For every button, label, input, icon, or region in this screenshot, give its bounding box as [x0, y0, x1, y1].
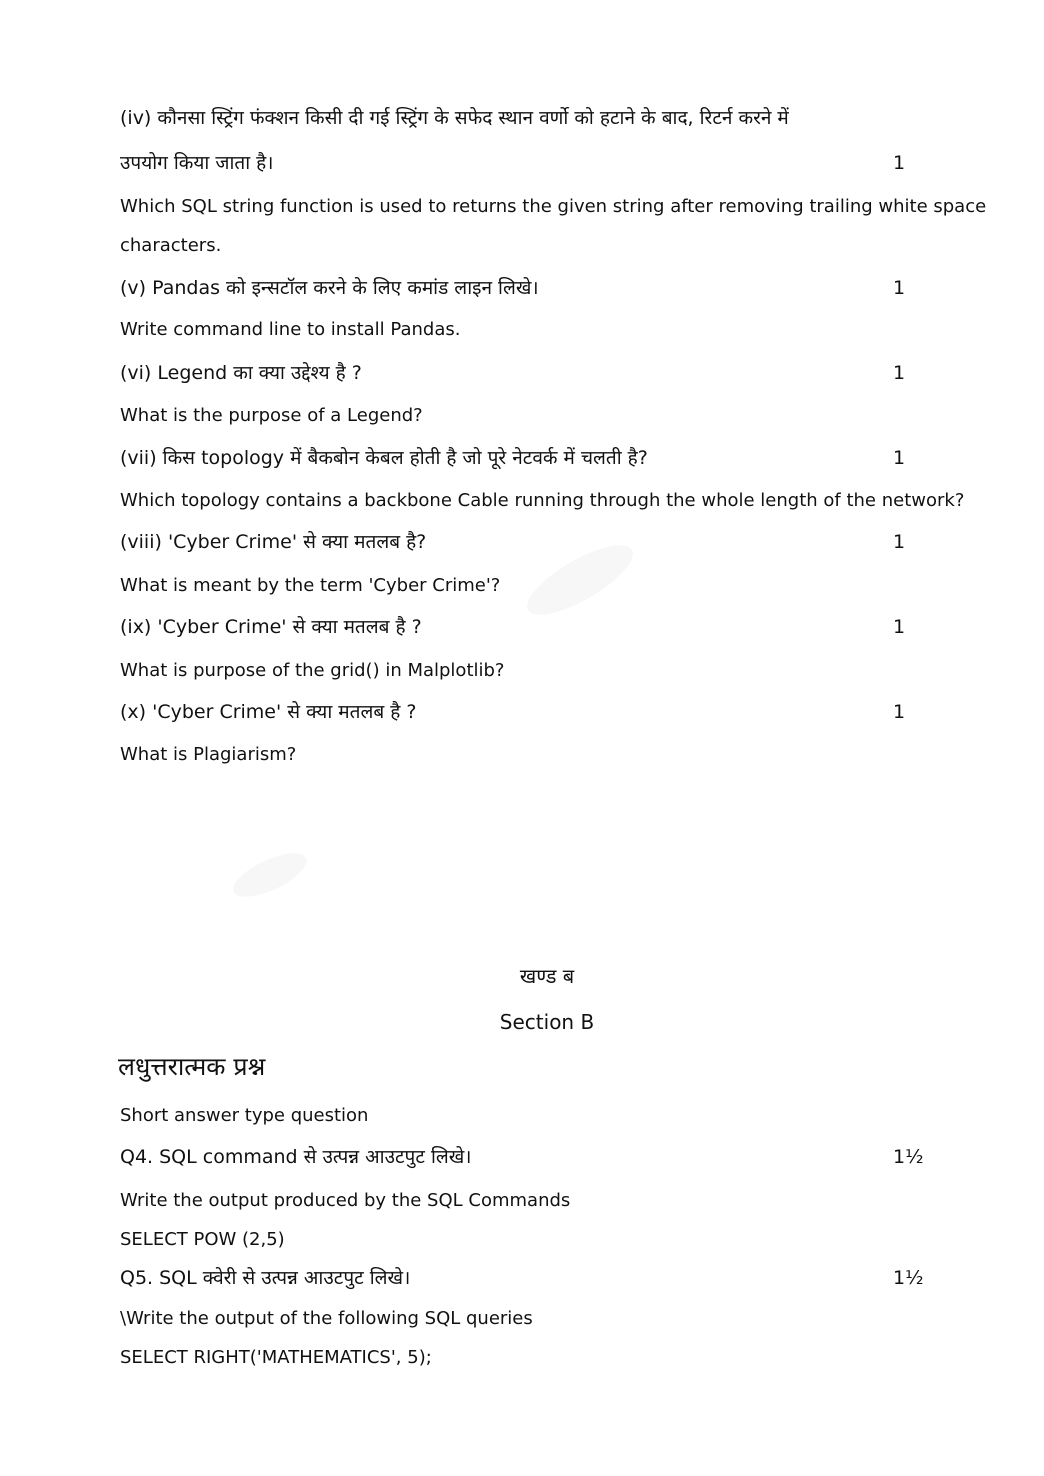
q-vi-english: What is the purpose of a Legend?: [120, 405, 423, 426]
q5-sql-code: SELECT RIGHT('MATHEMATICS', 5);: [120, 1347, 432, 1368]
q4-english: Write the output produced by the SQL Commands: [120, 1190, 571, 1211]
question-type-english: Short answer type question: [120, 1105, 369, 1126]
section-b-heading-hindi: खण्ड ब: [519, 964, 575, 988]
q4-marks: 1½: [893, 1146, 924, 1168]
q-iv-hindi-line1: (iv) कौनसा स्ट्रिंग फंक्शन किसी दी गई स्ट्रिंग के सफेद स्थान वर्णो को हटाने के बाद, रिटर्न करने में: [120, 107, 789, 129]
q-vii-marks: 1: [893, 447, 906, 469]
q-iv-english-line2: characters.: [120, 235, 222, 256]
q-ix-marks: 1: [893, 616, 906, 638]
q-viii-hindi: (viii) 'Cyber Crime' से क्या मतलब है?: [120, 531, 427, 553]
q-v-english: Write command line to install Pandas.: [120, 319, 461, 340]
q5-marks: 1½: [893, 1267, 924, 1289]
scan-smudge: [227, 845, 312, 906]
q-iv-marks: 1: [893, 152, 906, 174]
q5-english: \Write the output of the following SQL queries: [120, 1308, 533, 1329]
q5-hindi: Q5. SQL क्वेरी से उत्पन्न आउटपुट लिखे।: [120, 1267, 411, 1289]
q4-sql-code: SELECT POW (2,5): [120, 1229, 285, 1250]
section-b-heading-english: Section B: [499, 1010, 595, 1034]
q-vi-hindi: (vi) Legend का क्या उद्देश्य है ?: [120, 362, 362, 384]
q-viii-marks: 1: [893, 531, 906, 553]
q-v-hindi: (v) Pandas को इन्सटॉल करने के लिए कमांड लाइन लिखे।: [120, 277, 539, 299]
q-iv-hindi-line2: उपयोग किया जाता है।: [120, 152, 274, 174]
q-v-marks: 1: [893, 277, 906, 299]
q4-hindi: Q4. SQL command से उत्पन्न आउटपुट लिखे।: [120, 1146, 472, 1168]
q-vii-hindi: (vii) किस topology में बैकबोन केबल होती है जो पूरे नेटवर्क में चलती है?: [120, 447, 648, 469]
q-x-hindi: (x) 'Cyber Crime' से क्या मतलब है ?: [120, 701, 417, 723]
q-x-english: What is Plagiarism?: [120, 744, 297, 765]
q-x-marks: 1: [893, 701, 906, 723]
q-vi-marks: 1: [893, 362, 906, 384]
question-type-hindi: लधुत्तरात्मक प्रश्न: [118, 1052, 266, 1081]
q-viii-english: What is meant by the term 'Cyber Crime'?: [120, 575, 501, 596]
scan-smudge: [518, 533, 642, 628]
q-vii-english: Which topology contains a backbone Cable running through the whole length of the network?: [120, 490, 965, 511]
q-iv-english-line1: Which SQL string function is used to returns the given string after removing trailing white space: [120, 196, 987, 217]
q-ix-hindi: (ix) 'Cyber Crime' से क्या मतलब है ?: [120, 616, 422, 638]
q-ix-english: What is purpose of the grid() in Malplotlib?: [120, 660, 505, 681]
